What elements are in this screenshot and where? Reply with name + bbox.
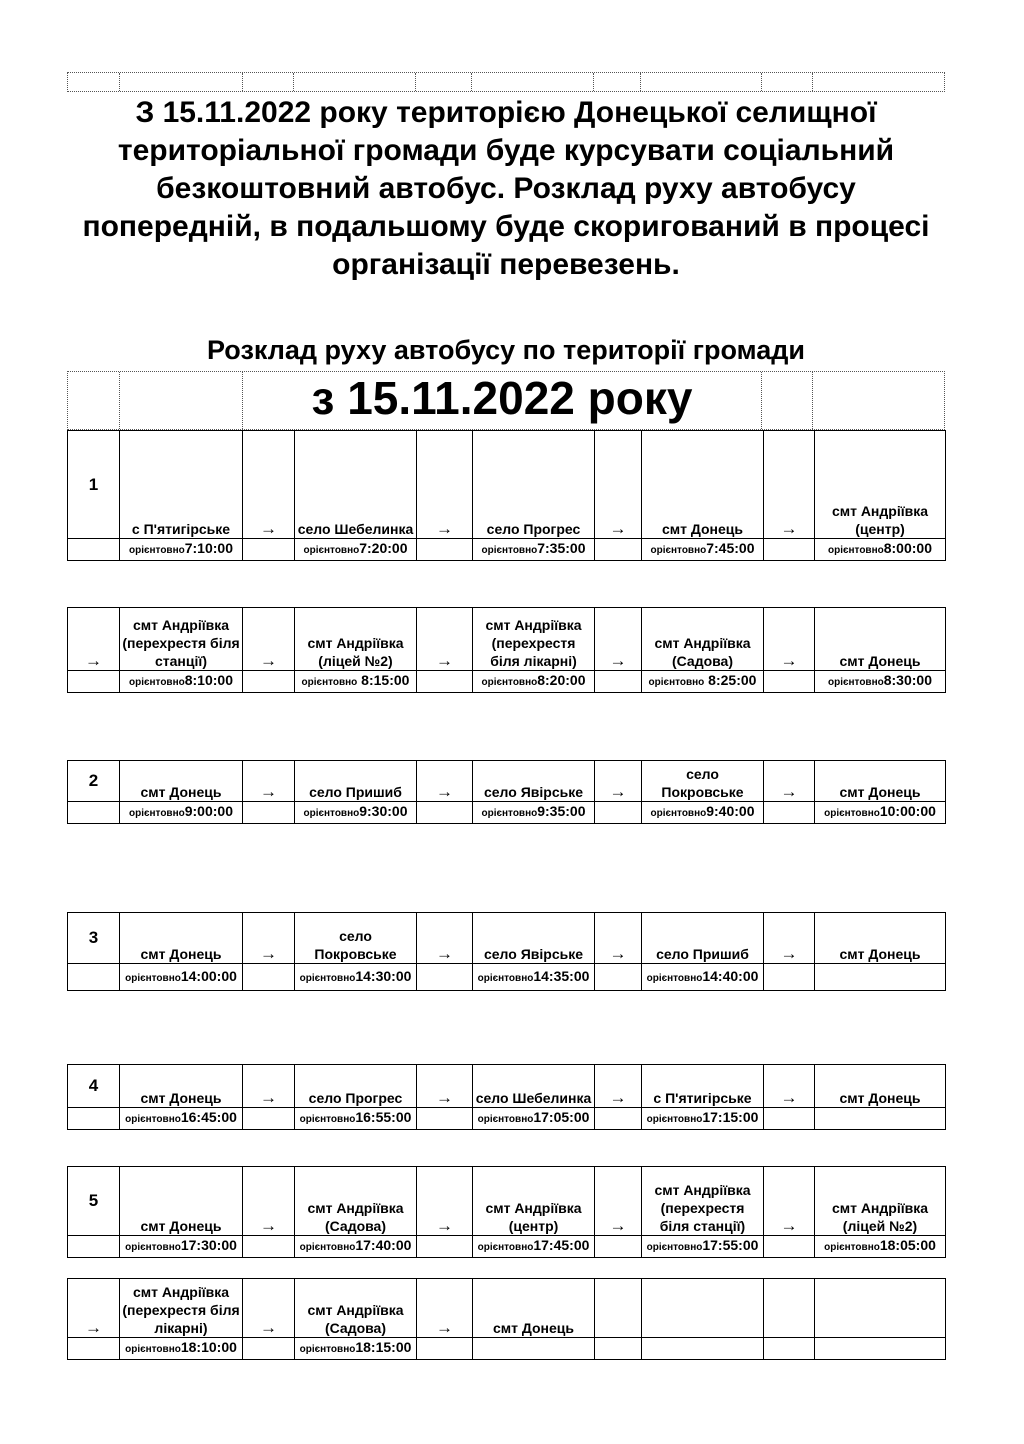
time-value: 14:35:00 [533, 967, 590, 984]
stop-name: смт Андріївка (Садова) [295, 1167, 417, 1236]
approx-label: орієнтовно [125, 1114, 181, 1125]
approx-label: орієнтовно [650, 808, 707, 819]
stop-name: смт Донець [120, 913, 243, 964]
table-row [68, 561, 946, 608]
route-number: 5 [68, 1167, 120, 1236]
table-row [68, 1065, 946, 1108]
top-grid [67, 72, 945, 92]
stop-name: смт Донець [815, 761, 946, 802]
table-row [68, 1167, 946, 1236]
approx-label: орієнтовно [299, 1114, 356, 1125]
time-value: 10:00:00 [879, 803, 936, 819]
departure-time [120, 539, 243, 561]
departure-time [473, 539, 595, 561]
approx-label: орієнтовно [646, 1242, 703, 1253]
approx-label: орієнтовно [477, 972, 534, 984]
arrow-cell: → [595, 761, 642, 802]
time-value: 16:45:00 [180, 1109, 237, 1125]
stop-name: смт Андріївка (перехрестя біля станції) [642, 1167, 764, 1236]
stop-name: село Явірське [473, 913, 595, 964]
stop-name: село Покровське [642, 761, 764, 802]
route-table [67, 1166, 946, 1360]
route-number: 4 [68, 1065, 120, 1108]
arrow-cell: → [417, 431, 473, 539]
time-value: 8:10:00 [184, 672, 233, 688]
time-value: 17:15:00 [702, 1109, 759, 1125]
departure-time [120, 1108, 243, 1130]
stop-name: смт Донець [473, 1279, 595, 1338]
route-number: 3 [68, 913, 120, 964]
arrow-cell: → [595, 608, 642, 671]
stop-name: село Пришиб [642, 913, 764, 964]
time-value: 7:35:00 [537, 540, 586, 556]
table-row [68, 802, 946, 824]
departure-time [815, 1236, 946, 1258]
stop-name: смт Андріївка (центр) [815, 431, 946, 539]
departure-time [642, 671, 764, 693]
departure-time [120, 802, 243, 824]
arrow-cell: → [417, 608, 473, 671]
route-table [67, 1064, 946, 1130]
departure-time [295, 539, 417, 561]
departure-time [642, 964, 764, 991]
date-heading-row [67, 371, 945, 430]
table-row [68, 1108, 946, 1130]
time-value: 18:10:00 [180, 1339, 237, 1355]
departure-time [295, 671, 417, 693]
route-table [67, 430, 946, 693]
departure-time [815, 802, 946, 824]
arrow-cell: → [243, 761, 295, 802]
stop-name: с П'ятигірське [642, 1065, 764, 1108]
route-table [67, 912, 946, 991]
departure-time [120, 1236, 243, 1258]
departure-time [815, 539, 946, 561]
departure-time [815, 671, 946, 693]
time-value: 9:35:00 [537, 803, 586, 819]
stop-name: смт Андріївка (Садова) [295, 1279, 417, 1338]
stop-name: село Шебелинка [295, 431, 417, 539]
approx-label: орієнтовно [129, 545, 185, 556]
departure-time [295, 1338, 417, 1360]
table-row [68, 1236, 946, 1258]
route-table [67, 760, 946, 824]
approx-label: орієнтовно [824, 808, 880, 819]
arrow-cell: → [243, 913, 295, 964]
departure-time [642, 539, 764, 561]
approx-label: орієнтовно [129, 677, 185, 688]
arrow-cell: → [595, 431, 642, 539]
time-value: 16:55:00 [355, 1109, 412, 1125]
approx-label: орієнтовно [824, 1242, 880, 1253]
table-row [68, 1258, 946, 1279]
departure-time [295, 802, 417, 824]
table-row [68, 913, 946, 964]
arrow-cell: → [764, 1167, 815, 1236]
stop-name: смт Донець [642, 431, 764, 539]
arrow-cell: → [68, 1279, 120, 1338]
departure-time [295, 1236, 417, 1258]
stop-name: смт Донець [815, 913, 946, 964]
stop-name: село Шебелинка [473, 1065, 595, 1108]
time-value: 7:10:00 [184, 540, 233, 556]
arrow-cell: → [764, 761, 815, 802]
departure-time [642, 802, 764, 824]
arrow-cell: → [243, 1167, 295, 1236]
approx-label: орієнтовно [828, 545, 884, 556]
approx-label: орієнтовно [481, 545, 538, 556]
stop-name: село Прогрес [295, 1065, 417, 1108]
stop-name: село Пришиб [295, 761, 417, 802]
arrow-cell: → [764, 608, 815, 671]
time-value: 17:30:00 [180, 1237, 237, 1253]
arrow-cell: → [764, 431, 815, 539]
arrow-cell: → [595, 1167, 642, 1236]
arrow-cell: → [243, 431, 295, 539]
stop-name: с П'ятигірське [120, 431, 243, 539]
arrow-cell: → [417, 913, 473, 964]
approx-label: орієнтовно [299, 1344, 356, 1355]
table-row [68, 761, 946, 802]
date-heading: з 15.11.2022 року [243, 372, 763, 429]
approx-label: орієнтовно [646, 972, 703, 984]
stop-name: смт Андріївка (перехрестя біля лікарні) [473, 608, 595, 671]
arrow-cell: → [417, 1167, 473, 1236]
table-row [68, 431, 946, 539]
approx-label: орієнтовно [828, 677, 884, 688]
approx-label: орієнтовно [650, 545, 707, 556]
approx-label: орієнтовно [481, 677, 538, 688]
schedule-subtitle: Розклад руху автобусу по території громади [206, 335, 806, 365]
departure-time [473, 671, 595, 693]
departure-time [473, 964, 595, 991]
route-number: 2 [68, 761, 120, 802]
stop-name: смт Донець [120, 1167, 243, 1236]
time-value: 17:05:00 [533, 1109, 590, 1125]
departure-time [815, 1338, 946, 1360]
departure-time [642, 1338, 764, 1360]
approx-label: орієнтовно [477, 1114, 534, 1125]
time-value: 9:30:00 [359, 803, 408, 819]
departure-time [120, 964, 243, 991]
arrow-cell: → [417, 1279, 473, 1338]
arrow-cell: → [595, 1065, 642, 1108]
time-value: 17:45:00 [533, 1237, 590, 1253]
stop-name [815, 1279, 946, 1338]
arrow-cell: → [243, 1279, 295, 1338]
time-value: 9:40:00 [706, 803, 755, 819]
arrow-cell: → [417, 761, 473, 802]
approx-label: орієнтовно [129, 808, 185, 819]
arrow-cell [595, 1279, 642, 1338]
arrow-cell: → [417, 1065, 473, 1108]
time-value: 7:45:00 [706, 540, 755, 556]
approx-label: орієнтовно [646, 1114, 703, 1125]
departure-time [473, 1236, 595, 1258]
table-row [68, 1338, 946, 1360]
table-row [68, 608, 946, 671]
time-value: 14:40:00 [702, 967, 759, 984]
table-row [68, 1279, 946, 1338]
stop-name: смт Андріївка (перехрестя біля станції) [120, 608, 243, 671]
arrow-cell: → [764, 1065, 815, 1108]
table-row [68, 964, 946, 991]
stop-name: село Прогрес [473, 431, 595, 539]
departure-time [642, 1108, 764, 1130]
stop-name: смт Андріївка (Садова) [642, 608, 764, 671]
time-value: 18:05:00 [879, 1237, 936, 1253]
approx-label: орієнтовно [648, 677, 705, 688]
table-row [68, 539, 946, 561]
time-value: 17:55:00 [702, 1237, 759, 1253]
stop-name: смт Андріївка (ліцей №2) [815, 1167, 946, 1236]
arrow-cell: → [243, 608, 295, 671]
stop-name: смт Андріївка (центр) [473, 1167, 595, 1236]
approx-label: орієнтовно [481, 808, 538, 819]
departure-time [815, 964, 946, 991]
stop-name [642, 1279, 764, 1338]
time-value: 8:20:00 [537, 672, 586, 688]
approx-label: орієнтовно [301, 677, 358, 688]
arrow-cell: → [764, 913, 815, 964]
stop-name: смт Донець [120, 761, 243, 802]
time-value: 14:30:00 [355, 967, 412, 984]
notice-text: З 15.11.2022 року територією Донецької селищної територіальної громади буде курсувати соціальний безкоштовний автобус. Розклад руху автобусу попередній, в подальшому буде скоригований в процесі організації перевезень. [82, 96, 930, 281]
approx-label: орієнтовно [125, 1242, 181, 1253]
departure-time [473, 802, 595, 824]
time-value: 8:15:00 [357, 672, 410, 688]
time-value: 18:15:00 [355, 1339, 412, 1355]
time-value: 9:00:00 [184, 803, 233, 819]
arrow-cell: → [68, 608, 120, 671]
time-value: 7:20:00 [359, 540, 408, 556]
departure-time [295, 1108, 417, 1130]
approx-label: орієнтовно [299, 1242, 356, 1253]
time-value: 8:00:00 [883, 540, 932, 556]
stop-name: смт Донець [815, 608, 946, 671]
approx-label: орієнтовно [303, 808, 360, 819]
route-number: 1 [68, 431, 120, 539]
departure-time [295, 964, 417, 991]
stop-name: село Покровське [295, 913, 417, 964]
time-value: 17:40:00 [355, 1237, 412, 1253]
arrow-cell: → [595, 913, 642, 964]
approx-label: орієнтовно [303, 545, 360, 556]
departure-time [120, 671, 243, 693]
approx-label: орієнтовно [125, 972, 181, 984]
table-row [68, 671, 946, 693]
approx-label: орієнтовно [477, 1242, 534, 1253]
departure-time [120, 1338, 243, 1360]
time-value: 14:00:00 [180, 967, 237, 984]
approx-label: орієнтовно [125, 1344, 181, 1355]
departure-time [815, 1108, 946, 1130]
time-value: 8:30:00 [883, 672, 932, 688]
departure-time [473, 1108, 595, 1130]
time-value: 8:25:00 [704, 672, 757, 688]
departure-time [473, 1338, 595, 1360]
arrow-cell [764, 1279, 815, 1338]
stop-name: смт Андріївка (ліцей №2) [295, 608, 417, 671]
stop-name: смт Андріївка (перехрестя біля лікарні) [120, 1279, 243, 1338]
departure-time [642, 1236, 764, 1258]
approx-label: орієнтовно [299, 972, 356, 984]
stop-name: смт Донець [120, 1065, 243, 1108]
arrow-cell: → [243, 1065, 295, 1108]
stop-name: село Явірське [473, 761, 595, 802]
stop-name: смт Донець [815, 1065, 946, 1108]
